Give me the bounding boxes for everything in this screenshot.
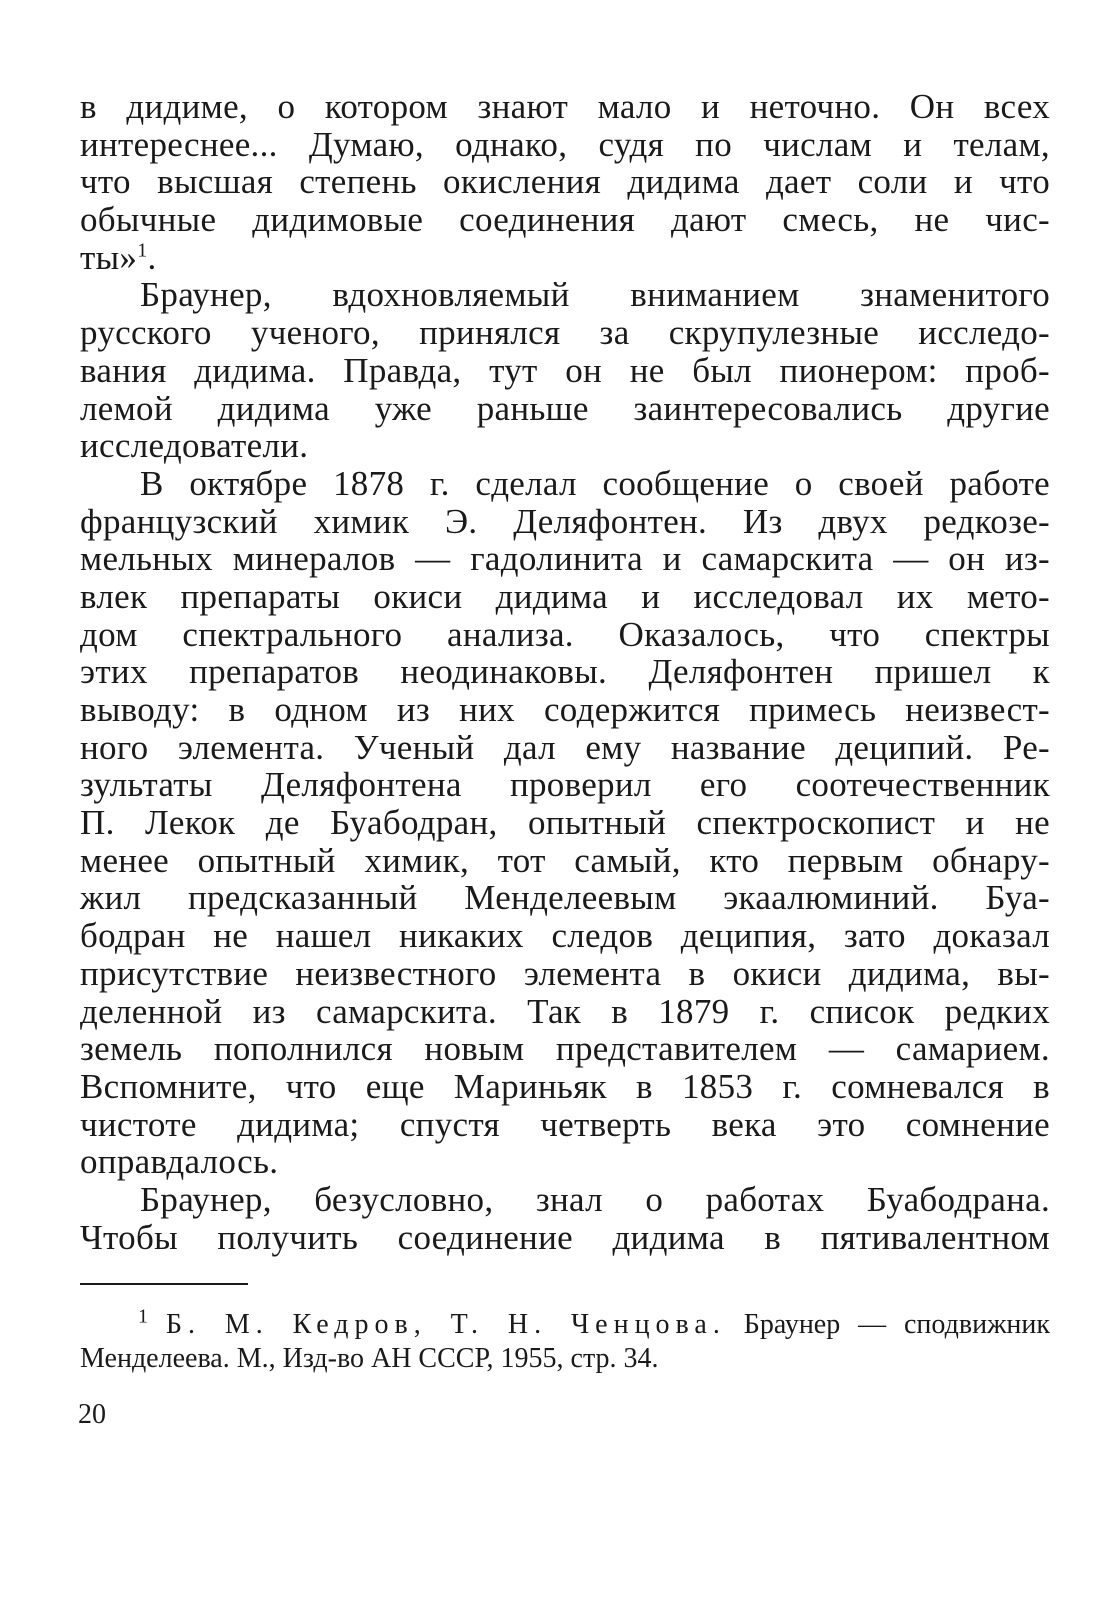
footnote-authors: Б. М. Кедров, Т. Н. Ченцова.	[165, 1309, 726, 1340]
text-line: обычные дидимовые соединения дают смесь, не чис-	[80, 200, 1050, 240]
paragraph-1	[80, 88, 1050, 276]
text-line: оправдалось.	[80, 1142, 279, 1182]
text-line: П. Лекок де Буабодран, опытный спектроскопист и не	[80, 803, 1050, 843]
page-number: 20	[78, 1399, 106, 1430]
text-line: В октябре 1878 г. сделал сообщение о своей работе	[140, 463, 1050, 503]
text-line: интереснее... Думаю, однако, судя по числам и телам,	[80, 124, 1050, 164]
text-line: в дидиме, о котором знают мало и неточно. Он всех	[80, 87, 1050, 126]
text-line: присутствие неизвестного элемента в окиси дидима, вы-	[80, 953, 1050, 993]
text-line: дом спектрального анализа. Оказалось, что спектры	[80, 614, 1050, 654]
text-line: Чтобы получить соединение дидима в пятивалентном	[80, 1217, 1050, 1257]
footnote	[80, 1305, 1050, 1376]
paragraph-4	[80, 1181, 1050, 1256]
text-line: менее опытный химик, тот самый, кто первым обнару-	[80, 840, 1050, 880]
text-line: вания дидима. Правда, тут он не был пионером: проб-	[80, 350, 1050, 390]
text-line: исследователи.	[80, 426, 309, 466]
footnote-reference: 1	[137, 239, 148, 262]
text-line: ного элемента. Ученый дал ему название деципий. Ре-	[80, 727, 1050, 767]
text-line: жил предсказанный Менделеевым экаалюминий. Буа-	[80, 878, 1050, 918]
text-line: Вспомните, что еще Мариньяк в 1853 г. сомневался в	[80, 1066, 1050, 1106]
footnote-title: Браунер — сподвижник	[743, 1309, 1050, 1340]
footnote-mark: 1	[138, 1305, 148, 1328]
text-line: чистоте дидима; спустя четверть века это сомнение	[80, 1104, 1050, 1144]
text-line: деленной из самарскита. Так в 1879 г. список редких	[80, 991, 1050, 1031]
footnote-line: Менделеева. М., Изд-во АН СССР, 1955, стр. 34.	[80, 1343, 659, 1374]
text-line: Браунер, безусловно, знал о работах Буабодрана.	[140, 1179, 1050, 1219]
text-line: бодран не нашел никаких следов деципия, зато доказал	[80, 916, 1050, 956]
text-line: русского ученого, принялся за скрупулезные исследо-	[80, 313, 1050, 353]
text-line: лемой дидима уже раньше заинтересовались другие	[80, 388, 1050, 428]
text-line: мельных минералов — гадолинита и самарскита — он из-	[80, 539, 1050, 579]
text-line: выводу: в одном из них содержится примесь неизвест-	[80, 690, 1050, 729]
text-line	[80, 239, 1050, 277]
footnote-divider	[80, 1283, 248, 1285]
text-line: зультаты Деляфонтена проверил его соотечественник	[80, 765, 1050, 805]
paragraph-3	[80, 465, 1050, 1181]
text-line: влек препараты окиси дидима и исследовал их мето-	[80, 576, 1050, 616]
paragraph-2	[80, 276, 1050, 464]
footnote-line	[80, 1305, 1050, 1342]
text-line: этих препаратов неодинаковы. Деляфонтен пришел к	[80, 652, 1050, 692]
text-line: французский химик Э. Деляфонтен. Из двух редкозе-	[80, 501, 1050, 541]
text-line: Браунер, вдохновляемый вниманием знаменитого	[140, 275, 1050, 315]
text-fragment: .	[147, 237, 157, 277]
text-fragment: ты»	[80, 237, 138, 277]
text-line: земель пополнился новым представителем — самарием.	[80, 1029, 1050, 1069]
text-line: что высшая степень окисления дидима дает соли и что	[80, 162, 1050, 202]
main-text	[80, 88, 1050, 1256]
